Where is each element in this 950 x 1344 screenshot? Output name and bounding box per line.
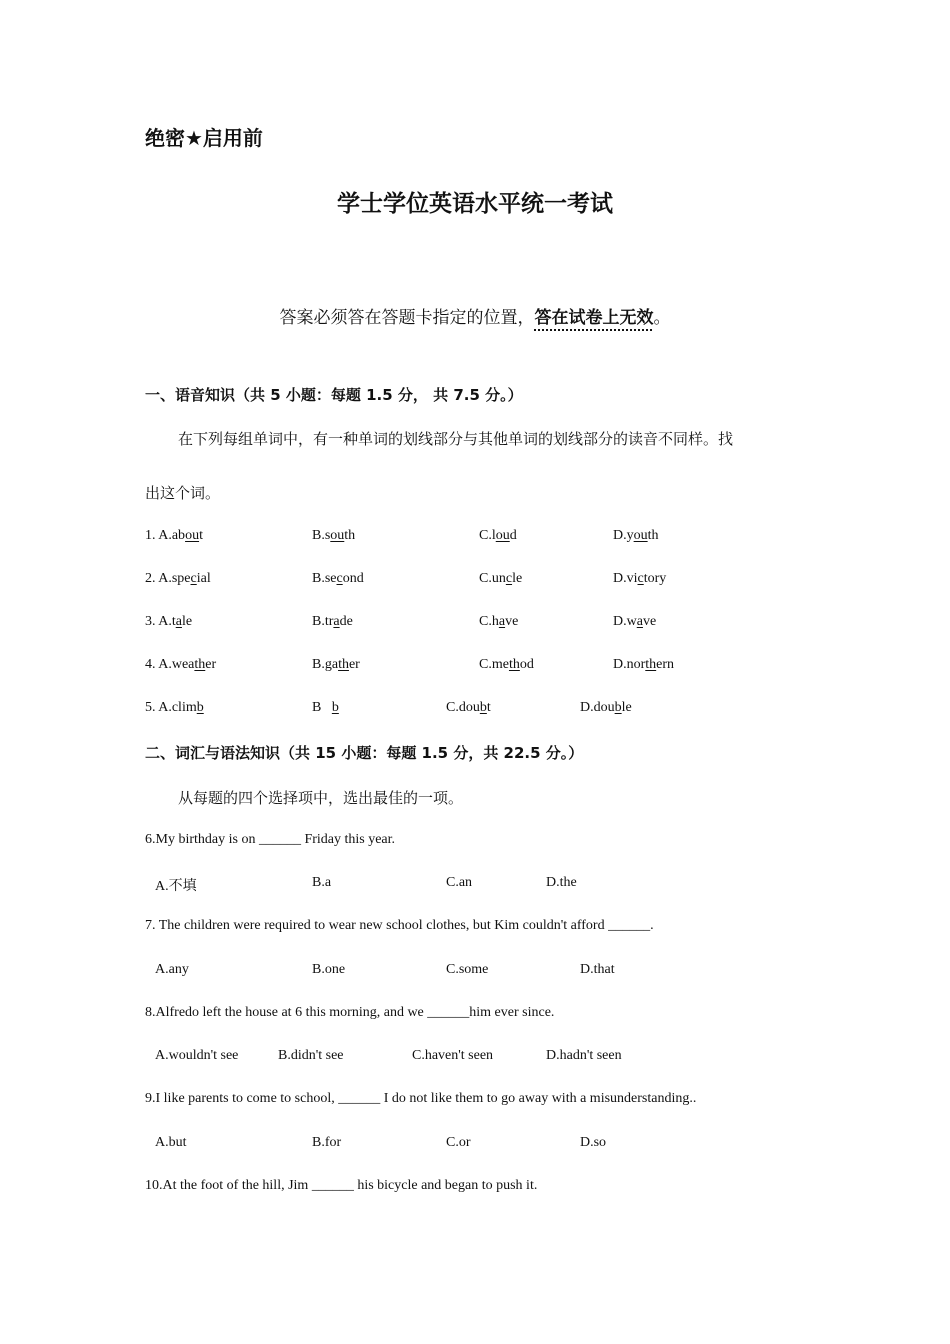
- q4-option-c: C.method: [479, 657, 534, 672]
- exam-title: 学士学位英语水平统一考试: [337, 191, 613, 217]
- q1-option-a: 1. A.about: [145, 528, 203, 543]
- q4-option-d: D.northern: [613, 657, 675, 672]
- q7-option-d: D.that: [580, 962, 615, 977]
- section-1-instruction: 在下列每组单词中，有一种单词的划线部分与其他单词的划线部分的读音不同样。找: [178, 430, 734, 448]
- notice-emphasis: 答在试卷上无效: [534, 308, 654, 328]
- q2-option-d: D.victory: [613, 571, 667, 586]
- q8-option-d: D.hadn't seen: [546, 1048, 622, 1063]
- q7-stem: 7. The children were required to wear new school clothes, but Kim couldn't afford ______.: [145, 918, 654, 933]
- q2-option-a: 2. A.special: [145, 571, 211, 586]
- q2-option-c: C.uncle: [479, 571, 523, 586]
- q4-option-b: B.gather: [312, 657, 360, 672]
- q9-option-c: C.or: [446, 1135, 471, 1150]
- section-2-instruction: 从每题的四个选择项中，选出最佳的一项。: [178, 789, 464, 807]
- q5-option-c: C.doubt: [446, 700, 491, 715]
- answer-notice: [0, 303, 950, 328]
- section-1-instruction-cont: 出这个词。: [145, 484, 221, 502]
- q6-option-a: A.不填: [155, 879, 197, 894]
- q8-option-a: A.wouldn't see: [155, 1048, 239, 1063]
- q9-option-b: B.for: [312, 1135, 342, 1150]
- q1-option-c: C.loud: [479, 528, 517, 543]
- section-2-heading: 二、词汇与语法知识（共 15 小题：每题 1.5 分，共 22.5 分。）: [145, 744, 584, 762]
- q5-option-b: B b: [312, 700, 339, 715]
- q6-option-d: D.the: [546, 875, 577, 890]
- q9-option-a: A.but: [155, 1135, 187, 1150]
- q10-stem: 10.At the foot of the hill, Jim ______ his bicycle and began to push it.: [145, 1178, 538, 1193]
- q9-stem: 9.I like parents to come to school, ______ I do not like them to go away with a misunderstanding..: [145, 1091, 697, 1106]
- q7-option-c: C.some: [446, 962, 489, 977]
- q3-option-a: 3. A.tale: [145, 614, 193, 629]
- notice-end: 。: [653, 308, 671, 328]
- notice-text: 答案必须答在答题卡指定的位置，: [279, 308, 535, 328]
- q8-option-b: B.didn't see: [278, 1048, 344, 1063]
- q7-option-b: B.one: [312, 962, 346, 977]
- q6-option-c: C.an: [446, 875, 473, 890]
- q8-stem: 8.Alfredo left the house at 6 this morning, and we ______him ever since.: [145, 1005, 555, 1020]
- q5-option-d: D.double: [580, 700, 632, 715]
- q4-option-a: 4. A.weather: [145, 657, 217, 672]
- q3-option-c: C.have: [479, 614, 519, 629]
- q9-option-d: D.so: [580, 1135, 607, 1150]
- q2-option-b: B.second: [312, 571, 364, 586]
- q3-option-d: D.wave: [613, 614, 657, 629]
- q6-option-b: B.a: [312, 875, 332, 890]
- q1-option-d: D.youth: [613, 528, 659, 543]
- q1-option-b: B.south: [312, 528, 356, 543]
- confidential-label: 绝密★启用前: [145, 126, 263, 150]
- q7-option-a: A.any: [155, 962, 189, 977]
- q3-option-b: B.trade: [312, 614, 353, 629]
- q6-stem: 6.My birthday is on ______ Friday this year.: [145, 832, 396, 847]
- q5-option-a: 5. A.climb: [145, 700, 204, 715]
- q8-option-c: C.haven't seen: [412, 1048, 494, 1063]
- section-1-heading: 一、语音知识（共 5 小题：每题 1.5 分， 共 7.5 分。）: [145, 386, 523, 404]
